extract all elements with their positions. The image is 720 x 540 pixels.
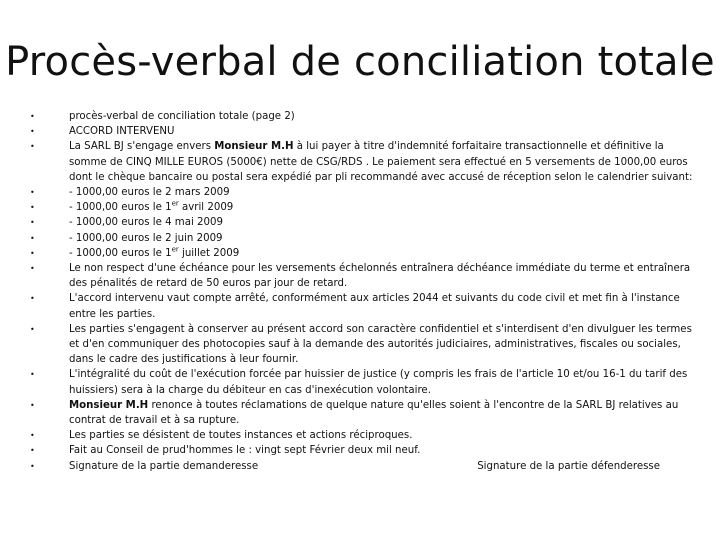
- bullet-icon: •: [30, 400, 35, 410]
- bullet-icon: •: [30, 461, 35, 471]
- list-item: [30, 185, 702, 200]
- clause-text: renonce à toutes réclamations de quelque nature qu'elles soient à l'encontre de la SARL BJ relatives au contrat de travail et à sa rupture.: [69, 399, 679, 427]
- enforcement-cost-clause: L'intégralité du coût de l'exécution forcée par huissier de justice (y compris les frais de l'article 10 et/ou 16-1 du tarif des huissiers) sera à la charge du débiteur en cas d'inexécution volontaire.: [69, 369, 688, 396]
- signature-defendant: Signature de la partie défenderesse: [477, 460, 660, 472]
- bullet-icon: •: [30, 370, 35, 380]
- list-item: [30, 109, 702, 124]
- content-bullet-list: [30, 109, 702, 474]
- signature-row: [69, 459, 702, 474]
- payment-clause: [69, 139, 702, 185]
- date-place-line: Fait au Conseil de prud'hommes le : vingt sept Février deux mil neuf.: [69, 445, 421, 457]
- section-heading: ACCORD INTERVENU: [69, 126, 175, 138]
- list-item: [30, 215, 702, 230]
- settlement-clause: L'accord intervenu vaut compte arrêté, conformément aux articles 2044 et suivants du code civil et met fin à l'instance entre les parties.: [69, 293, 680, 320]
- list-item: [30, 322, 702, 368]
- bullet-icon: •: [30, 112, 35, 121]
- clause-text: La SARL BJ s'engage envers: [69, 141, 215, 153]
- bullet-icon: •: [30, 248, 35, 258]
- list-item: [30, 428, 702, 443]
- clause-text: à lui payer à titre d'indemnité forfaitaire transactionnelle et définitive la somme de CINQ MILLE EUROS (5000€) nette de CSG/RDS . Le paiement sera effectué en 5 versements de 1000,00 euros dont le chèque bancaire ou postal sera expédié par pli recommandé avec accusé de réception selon le calendrier suivant:: [69, 141, 693, 183]
- bullet-icon: •: [30, 203, 35, 213]
- list-item: [30, 261, 702, 291]
- list-item: [30, 139, 702, 185]
- ordinal-suffix: er: [171, 245, 179, 254]
- list-item: [30, 398, 702, 428]
- bullet-icon: •: [30, 294, 35, 304]
- bullet-icon: •: [30, 264, 35, 274]
- installment-line: [69, 246, 702, 261]
- ordinal-suffix: er: [171, 199, 179, 208]
- list-item: [30, 443, 702, 458]
- page-reference-text: procès-verbal de conciliation totale (page 2): [69, 111, 295, 122]
- party-name: Monsieur M.H: [69, 399, 149, 411]
- bullet-icon: •: [30, 188, 35, 198]
- penalty-clause: Le non respect d'une échéance pour les versements échelonnés entraînera déchéance immédiate du terme et entraînera des pénalités de retard de 50 euros par jour de retard.: [69, 263, 691, 290]
- list-item: [30, 459, 702, 474]
- party-name: Monsieur M.H: [214, 141, 294, 153]
- installment-line: [69, 200, 702, 215]
- waiver-clause: [69, 398, 702, 428]
- installment-text: juillet 2009: [178, 247, 240, 259]
- installment-line: - 1000,00 euros le 4 mai 2009: [69, 217, 223, 229]
- confidentiality-clause: Les parties s'engagent à conserver au présent accord son caractère confidentiel et s'interdisent d'en divulguer les termes et d'en communiquer des photocopies sauf à la demande des autorités judiciaires, administratives, fiscales ou sociales, dans le cadre des justifications à leur fournir.: [69, 323, 692, 366]
- bullet-icon: •: [30, 446, 35, 456]
- page-title: Procès-verbal de conciliation totale: [5, 39, 715, 85]
- list-item: [30, 124, 702, 139]
- installment-text: - 1000,00 euros le 1: [69, 202, 172, 214]
- list-item: [30, 200, 702, 215]
- bullet-icon: •: [30, 233, 35, 243]
- bullet-icon: •: [30, 431, 35, 441]
- bullet-icon: •: [30, 127, 35, 137]
- bullet-icon: •: [30, 324, 35, 334]
- installment-line: - 1000,00 euros le 2 mars 2009: [69, 187, 230, 199]
- signature-claimant: Signature de la partie demanderesse: [69, 460, 259, 472]
- bullet-icon: •: [30, 218, 35, 228]
- installment-line: - 1000,00 euros le 2 juin 2009: [69, 232, 223, 244]
- list-item: [30, 367, 702, 397]
- list-item: [30, 246, 702, 261]
- installment-text: avril 2009: [178, 202, 234, 214]
- withdrawal-clause: Les parties se désistent de toutes instances et actions réciproques.: [69, 430, 413, 442]
- list-item: [30, 231, 702, 246]
- list-item: [30, 291, 702, 321]
- bullet-icon: •: [30, 142, 35, 152]
- installment-text: - 1000,00 euros le 1: [69, 247, 172, 259]
